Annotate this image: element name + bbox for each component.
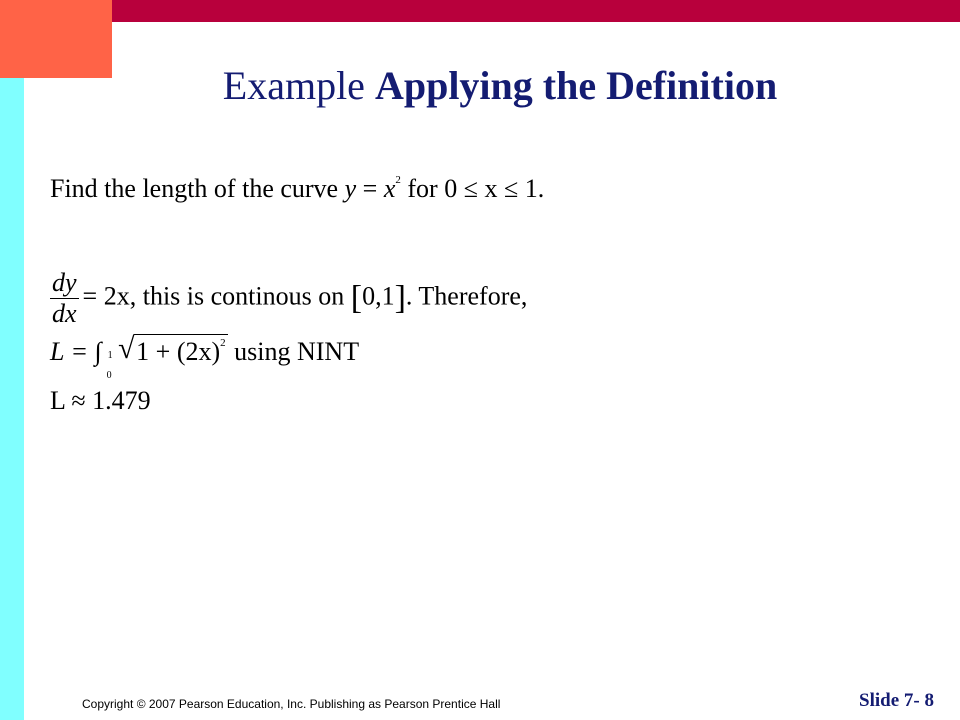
radical-sign: √ xyxy=(118,332,135,365)
fraction-numerator: dy xyxy=(52,268,77,297)
title-prefix: Example xyxy=(222,63,365,108)
result-line xyxy=(50,386,151,416)
radicand: $1 + (2x)^2$ xyxy=(134,334,227,367)
problem-exponent: 2 xyxy=(395,174,401,186)
continuity-text: this is continous on xyxy=(142,281,345,311)
problem-for: for xyxy=(407,174,438,203)
upper-limit: 1 xyxy=(107,350,113,361)
problem-statement xyxy=(50,174,544,204)
derivative-line: $\frac{dy}{dx}$ = 2x, this is continous on [0,1]. Therefore, xyxy=(52,268,528,328)
top-accent-bar xyxy=(112,0,960,22)
slide-number: Slide 7- 8 xyxy=(859,690,934,711)
slide-title xyxy=(0,62,960,110)
problem-eq: = xyxy=(362,174,378,203)
integral-line xyxy=(50,334,359,380)
copyright-text: Copyright © 2007 Pearson Education, Inc. Publishing as Pearson Prentice Hall xyxy=(82,697,501,711)
therefore-text: . Therefore, xyxy=(405,281,528,311)
problem-y: y xyxy=(344,174,357,203)
problem-x: x xyxy=(383,174,396,203)
radicand-exponent: 2 xyxy=(220,337,226,349)
derivative-rhs: = 2x, xyxy=(82,281,137,311)
problem-lead: Find the length of the curve xyxy=(50,174,339,203)
nint-text: using NINT xyxy=(234,337,360,366)
lower-limit: 0 xyxy=(106,370,112,381)
square-root xyxy=(118,334,227,367)
interval: 0,1 xyxy=(362,281,395,311)
title-bold: Applying the Definition xyxy=(374,63,778,108)
problem-range: 0 ≤ x ≤ 1. xyxy=(444,174,545,203)
integral-sign: ∫ xyxy=(94,337,102,366)
derivative-fraction xyxy=(50,268,79,329)
result-text: L ≈ 1.479 xyxy=(50,386,151,415)
fraction-denominator: dx xyxy=(52,299,77,328)
integral-lhs: L = xyxy=(50,337,89,366)
